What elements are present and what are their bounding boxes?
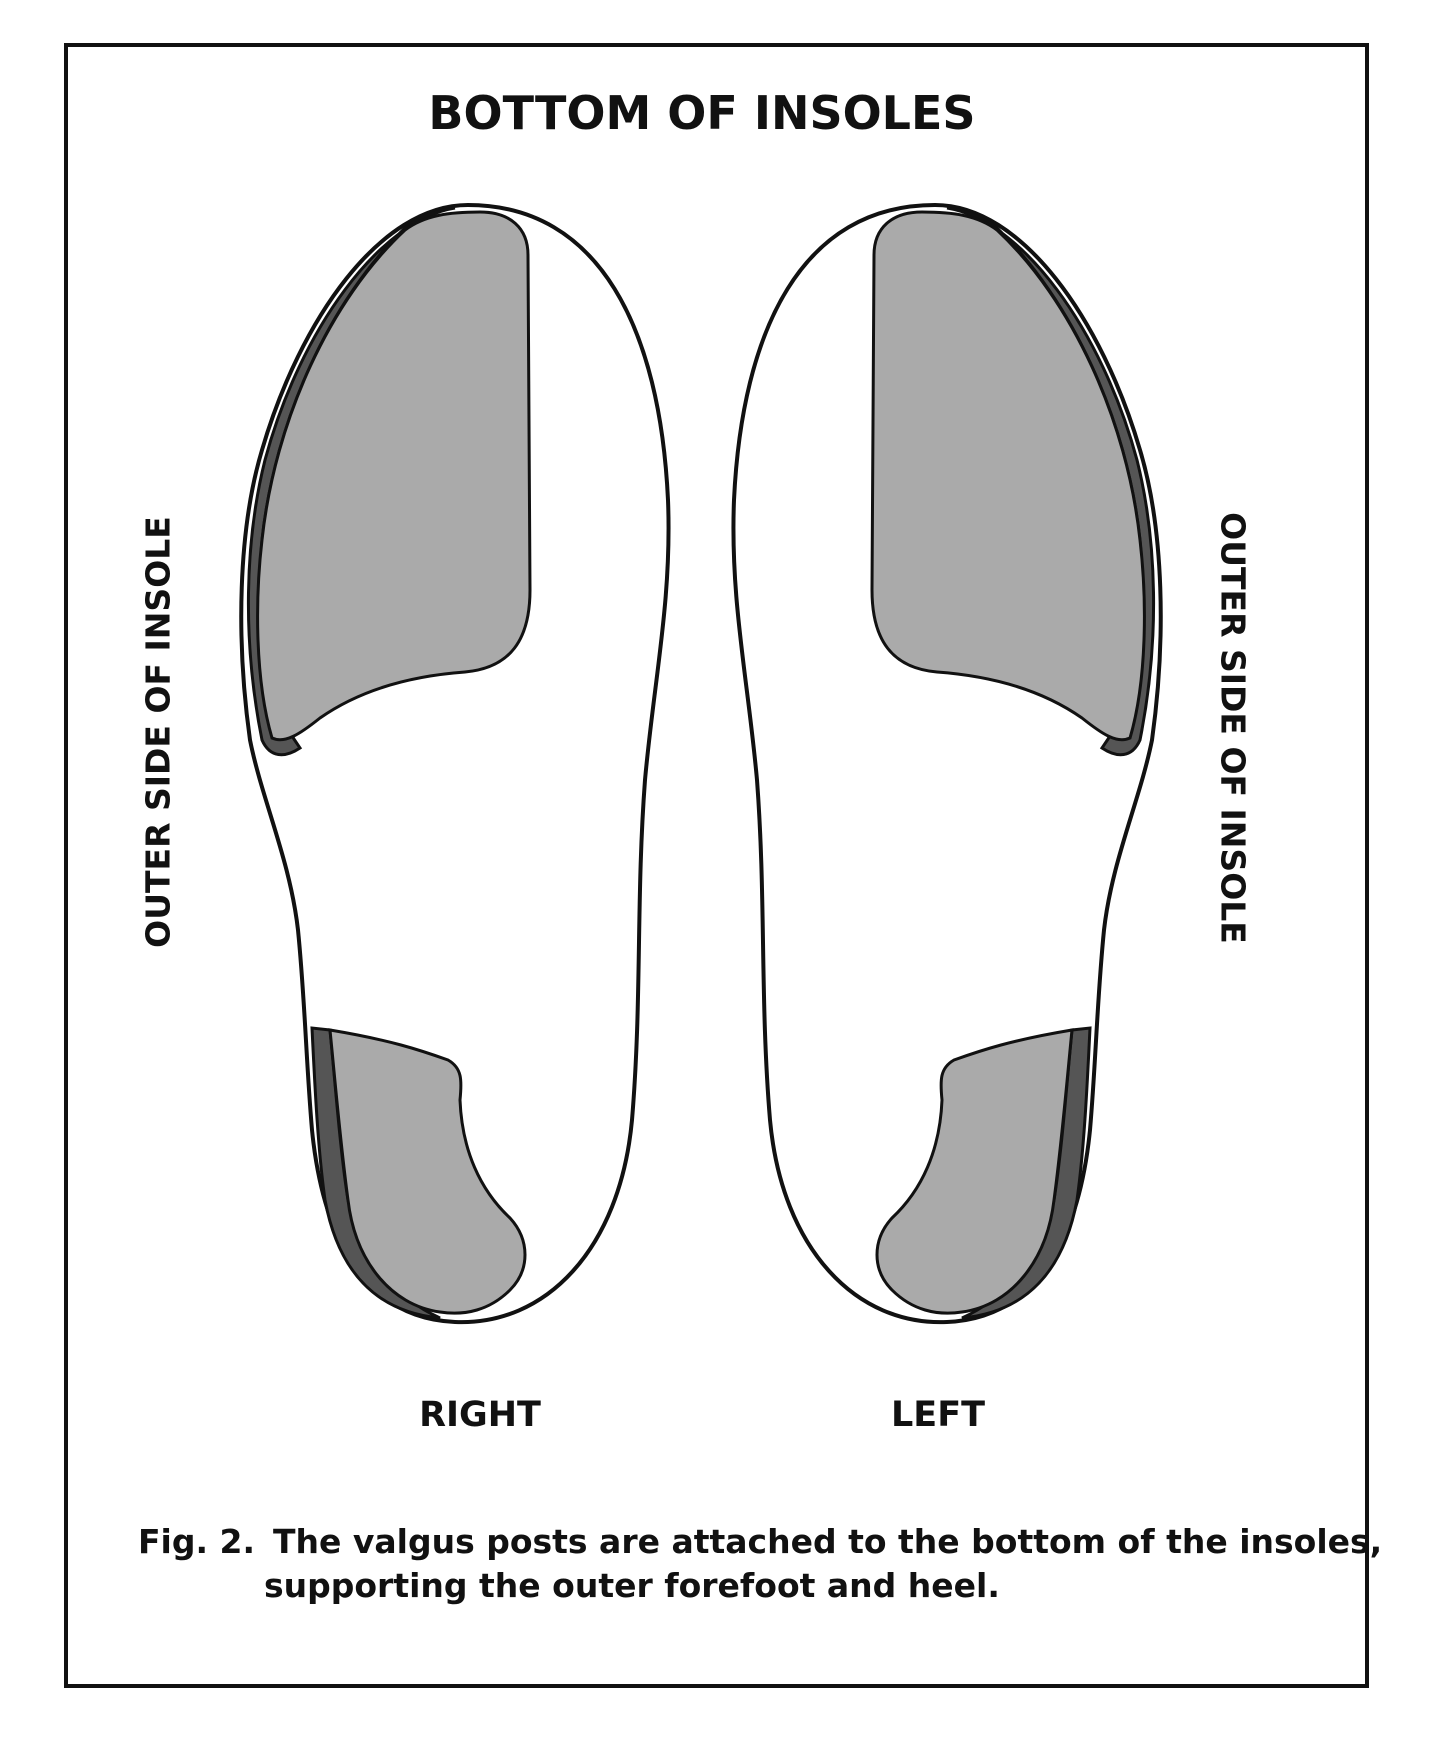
right-forefoot-post [258,212,530,740]
caption-line-2: supporting the outer forefoot and heel. [264,1566,1000,1605]
right-insole [241,205,668,1322]
caption-text-1: The valgus posts are attached to the bottom of the insoles, [273,1522,1383,1561]
figure-title: BOTTOM OF INSOLES [428,86,976,140]
figure-number: Fig. 2. [138,1522,255,1561]
right-foot-label: RIGHT [419,1395,541,1435]
outer-side-label-right: OUTER SIDE OF INSOLE [1213,512,1253,944]
caption-line-1 [138,1520,1383,1564]
left-foot-label: LEFT [891,1395,985,1435]
left-insole [733,205,1160,1322]
outer-side-label-left: OUTER SIDE OF INSOLE [138,516,178,948]
figure-caption [138,1520,1383,1608]
left-forefoot-post [872,212,1144,740]
